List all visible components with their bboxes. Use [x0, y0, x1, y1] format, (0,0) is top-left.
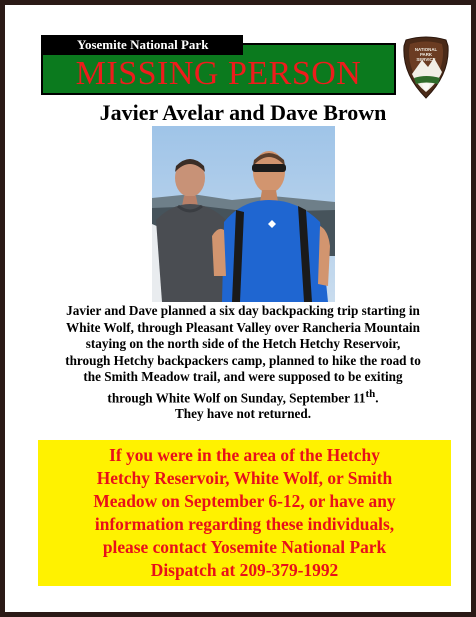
missing-persons-photo [152, 126, 335, 302]
logo-line-3: SERVICE [416, 57, 436, 62]
desc-line-3: staying on the north side of the Hetch Hetchy Reservoir, [85, 336, 401, 351]
headline-text: MISSING PERSON [75, 55, 362, 92]
logo-line-2: PARK [419, 52, 433, 57]
notice-line-3: Meadow on September 6-12, or have any [93, 491, 396, 511]
trip-description [27, 303, 459, 423]
notice-line-6: Dispatch at 209-379-1992 [150, 560, 339, 580]
desc-line-1: Javier and Dave planned a six day backpacking trip starting in [66, 303, 420, 318]
desc-line-5: the Smith Meadow trail, and were supposed to be exiting [83, 369, 403, 384]
notice-line-2: Hetchy Reservoir, White Wolf, or Smith [96, 468, 393, 488]
notice-line-5: please contact Yosemite National Park [102, 537, 387, 557]
contact-notice-box [38, 440, 451, 586]
notice-line-1: If you were in the area of the Hetchy [109, 445, 380, 465]
nps-arrowhead-icon [400, 34, 452, 100]
desc-period: . [375, 389, 379, 405]
desc-date-suffix: th [365, 387, 376, 400]
notice-line-4: information regarding these individuals, [94, 514, 395, 534]
missing-names: Javier Avelar and Dave Brown [99, 100, 387, 125]
desc-line-6 [27, 386, 459, 407]
desc-line-2: White Wolf, through Pleasant Valley over Rancheria Mountain [66, 319, 420, 335]
desc-closing: They have not returned. [174, 406, 312, 422]
desc-line-4: through Hetchy backpackers camp, planned to hike the road to [65, 352, 421, 368]
agency-label: Yosemite National Park [41, 35, 243, 55]
logo-line-1: NATIONAL [414, 47, 438, 52]
desc-date-text: through White Wolf on Sunday, September 11 [107, 389, 366, 405]
